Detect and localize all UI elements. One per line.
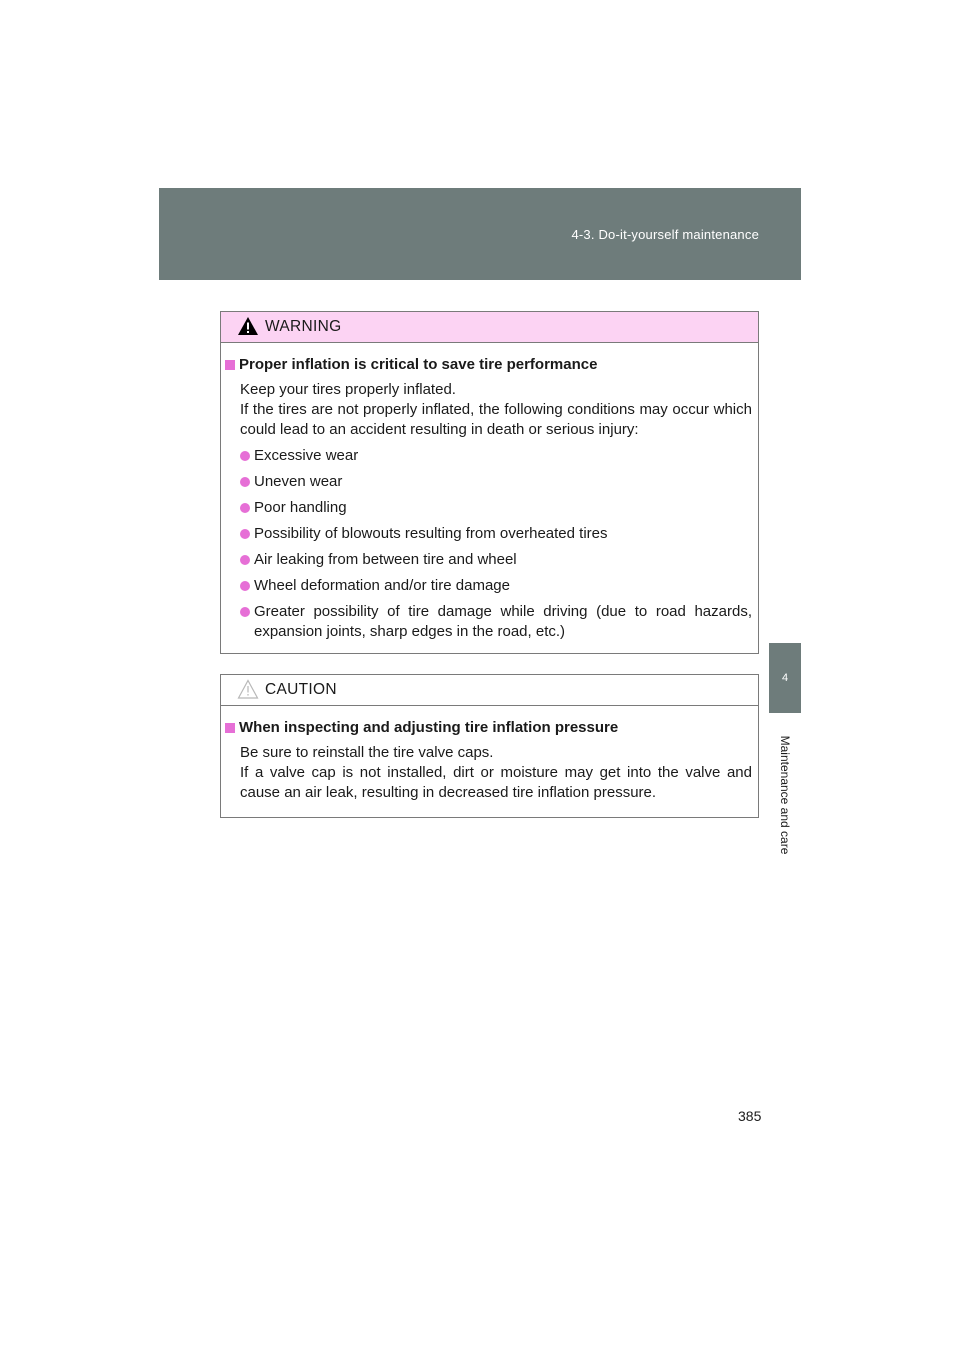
warning-paragraph: If the tires are not properly inflated, the following conditions may occur which could lead to an accident resulting in death or serious injury:	[240, 401, 752, 438]
caution-triangle-icon	[237, 679, 259, 699]
warning-triangle-icon	[237, 316, 259, 336]
warning-header	[221, 312, 758, 343]
list-item: Poor handling	[240, 498, 752, 518]
square-bullet-icon	[225, 723, 235, 733]
warning-paragraph: Keep your tires properly inflated.	[240, 381, 456, 398]
caution-paragraph: If a valve cap is not installed, dirt or moisture may get into the valve and cause an air leak, resulting in decreased tire inflation pressure.	[240, 764, 752, 801]
header-bar	[159, 188, 801, 280]
warning-box	[220, 311, 759, 654]
caution-header	[221, 675, 758, 706]
circle-bullet-icon	[240, 451, 250, 461]
list-item: Greater possibility of tire damage while driving (due to road hazards, expansion joints, sharp edges in the road, etc.)	[240, 602, 752, 642]
list-item: Excessive wear	[240, 446, 752, 466]
section-title: 4-3. Do-it-yourself maintenance	[571, 227, 759, 242]
circle-bullet-icon	[240, 477, 250, 487]
chapter-tab: 4	[769, 643, 801, 713]
caution-paragraph: Be sure to reinstall the tire valve caps.	[240, 744, 494, 761]
caution-box	[220, 674, 759, 818]
caution-title: CAUTION	[265, 681, 337, 698]
chapter-label: Maintenance and care	[778, 735, 792, 855]
square-bullet-icon	[225, 360, 235, 370]
list-item: Air leaking from between tire and wheel	[240, 550, 752, 570]
warning-title: WARNING	[265, 318, 342, 335]
page-number: 385	[738, 1108, 762, 1124]
warning-bullet-list	[225, 446, 752, 642]
list-item: Possibility of blowouts resulting from overheated tires	[240, 524, 752, 544]
circle-bullet-icon	[240, 503, 250, 513]
circle-bullet-icon	[240, 555, 250, 565]
circle-bullet-icon	[240, 529, 250, 539]
warning-subheading: Proper inflation is critical to save tire performance	[225, 355, 752, 375]
list-item: Wheel deformation and/or tire damage	[240, 576, 752, 596]
list-item: Uneven wear	[240, 472, 752, 492]
caution-subheading: When inspecting and adjusting tire inflation pressure	[225, 718, 752, 738]
circle-bullet-icon	[240, 607, 250, 617]
circle-bullet-icon	[240, 581, 250, 591]
